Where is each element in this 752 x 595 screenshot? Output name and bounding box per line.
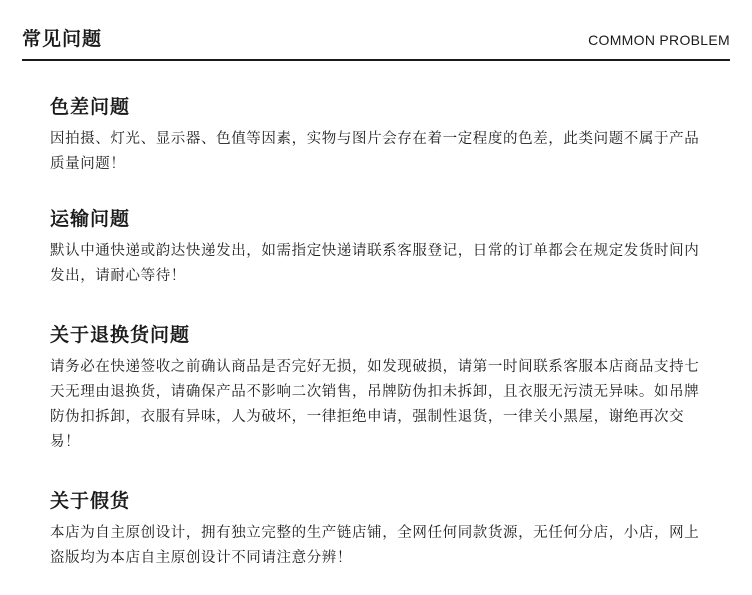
section-body: 默认中通快递或韵达快递发出，如需指定快递请联系客服登记，日常的订单都会在规定发货时间内发出，请耐心等待！ [50,243,700,284]
section-title: 关于假货 [50,490,131,512]
section-body: 因拍摄、灯光、显示器、色值等因素，实物与图片会存在着一定程度的色差，此类问题不属于产品质量问题！ [50,131,700,172]
faq-section-returns [50,322,710,455]
faq-section-counterfeit [50,488,710,571]
section-title: 关于退换货问题 [50,324,191,346]
faq-section-color-difference [50,94,710,177]
section-body: 本店为自主原创设计，拥有独立完整的生产链店铺，全网任何同款货源，无任何分店，小店，网上盗版均为本店自主原创设计不同请注意分辨！ [50,525,700,566]
page-title: 常见问题 [22,28,103,50]
faq-section-shipping [50,206,710,289]
page-header [22,22,730,61]
section-title: 运输问题 [50,208,131,230]
section-title: 色差问题 [50,96,131,118]
page-subtitle: COMMON PROBLEM [588,32,730,48]
section-body: 请务必在快递签收之前确认商品是否完好无损，如发现破损，请第一时间联系客服本店商品支持七天无理由退换货，请确保产品不影响二次销售，吊牌防伪扣未拆卸，且衣服无污渍无异味。如吊牌防伪扣拆卸，衣服有异味，人为破坏，一律拒绝申请，强制性退货，一律关小黑屋，谢绝再次交易！ [50,359,700,450]
